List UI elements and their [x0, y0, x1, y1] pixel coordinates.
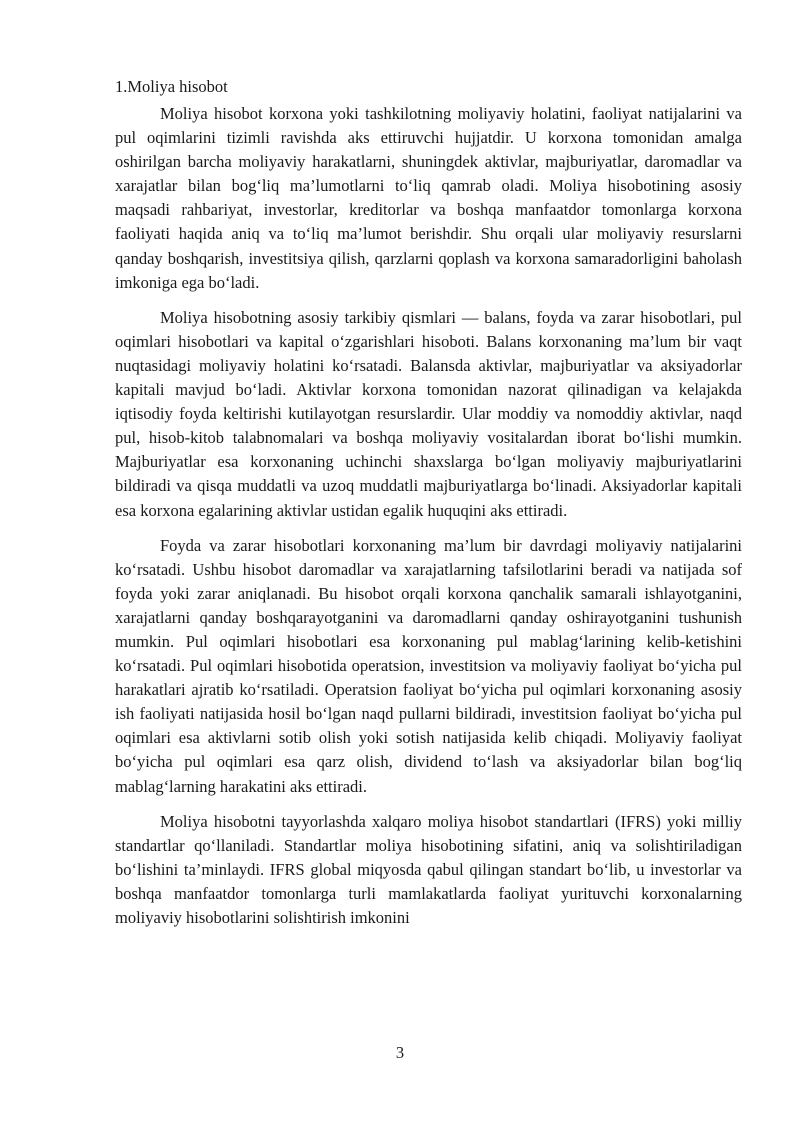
paragraph-1: Moliya hisobot korxona yoki tashkilotning moliyaviy holatini, faoliyat natijalarini va pul oqimlarini tizimli ravishda aks ettiruvchi hujjatdir. U korxona tomonidan amalga oshirilgan barcha moliyaviy harakatlarni, shuningdek aktivlar, majburiyatlar, daromadlar va xarajatlar bilan bog‘liq ma’lumotlarni to‘liq qamrab oladi. Moliya hisobotining asosiy maqsadi rahbariyat, investorlar, kreditorlar va boshqa manfaatdor tomonlarga korxona faoliyati haqida aniq va to‘liq ma’lumot berishdir. Shu orqali ular moliyaviy resurslarni qanday boshqarish, investitsiya qilish, qarzlarni qoplash va korxona samaradorligini baholash imkoniga ega bo‘ladi.	[115, 104, 742, 292]
paragraph-3: Foyda va zarar hisobotlari korxonaning ma’lum bir davrdagi moliyaviy natijalarini ko‘rsatadi. Ushbu hisobot daromadlar va xarajatlarning tafsilotlarini beradi va natijada sof foyda yoki zarar aniqlanadi. Bu hisobot orqali korxona qanchalik samarali ishlayotganini, xarajatlarni qanday boshqarayotganini va daromadlarni qanday oshirayotganini tushunish mumkin. Pul oqimlari hisobotlari esa korxonaning pul mablag‘larining kelib-ketishini ko‘rsatadi. Pul oqimlari hisobotida operatsion, investitsion va moliyaviy faoliyat bo‘yicha pul harakatlari ajratib ko‘rsatiladi. Operatsion faoliyat bo‘yicha pul oqimlari korxonaning asosiy ish faoliyati natijasida hosil bo‘lgan naqd pullarni bildiradi, investitsion faoliyat bo‘yicha pul oqimlari esa aktivlarni sotib olish yoki sotish natijasida kelib chiqadi. Moliyaviy faoliyat bo‘yicha pul oqimlari esa qarz olish, dividend to‘lash va aksiyadorlar bilan bog‘liq mablag‘larning harakatini aks ettiradi.	[115, 535, 742, 796]
paragraph-2: Moliya hisobotning asosiy tarkibiy qismlari — balans, foyda va zarar hisobotlari, pul oqimlari hisobotlari va kapital o‘zgarishlari hisoboti. Balans korxonaning ma’lum bir vaqt nuqtasidagi moliyaviy holatini ko‘rsatadi. Balansda aktivlar, majburiyatlar va aksiyadorlar kapitali mavjud bo‘ladi. Aktivlar korxona tomonidan nazorat qilinadigan va kelajakda iqtisodiy foyda keltirishi kutilayotgan resurslardir. Ular moddiy va nomoddiy aktivlar, naqd pul, hisob-kitob talabnomalari va boshqa moliyaviy vositalardan iborat bo‘lishi mumkin. Majburiyatlar esa korxonaning uchinchi shaxslarga bo‘lgan moliyaviy majburiyatlarini bildiradi va qisqa muddatli va uzoq muddatli majburiyatlarga bo‘linadi. Aksiyadorlar kapitali esa korxona egalarining aktivlar ustidan egalik huquqini aks ettiradi.	[115, 307, 742, 520]
section-heading: 1.Moliya hisobot	[115, 77, 228, 96]
page-number: 3	[395, 1043, 405, 1062]
paragraph-4: Moliya hisobotni tayyorlashda xalqaro moliya hisobot standartlari (IFRS) yoki milliy standartlar qo‘llaniladi. Standartlar moliya hisobotining sifatini, aniq va solishtiriladigan bo‘lishini ta’minlaydi. IFRS global miqyosda qabul qilingan standart bo‘lib, u investorlar va boshqa manfaatdor tomonlarga turli mamlakatlarda faoliyat yurituvchi korxonalarning moliyaviy hisobotlarini solishtirish imkonini	[115, 811, 742, 927]
document-body	[115, 74, 742, 941]
